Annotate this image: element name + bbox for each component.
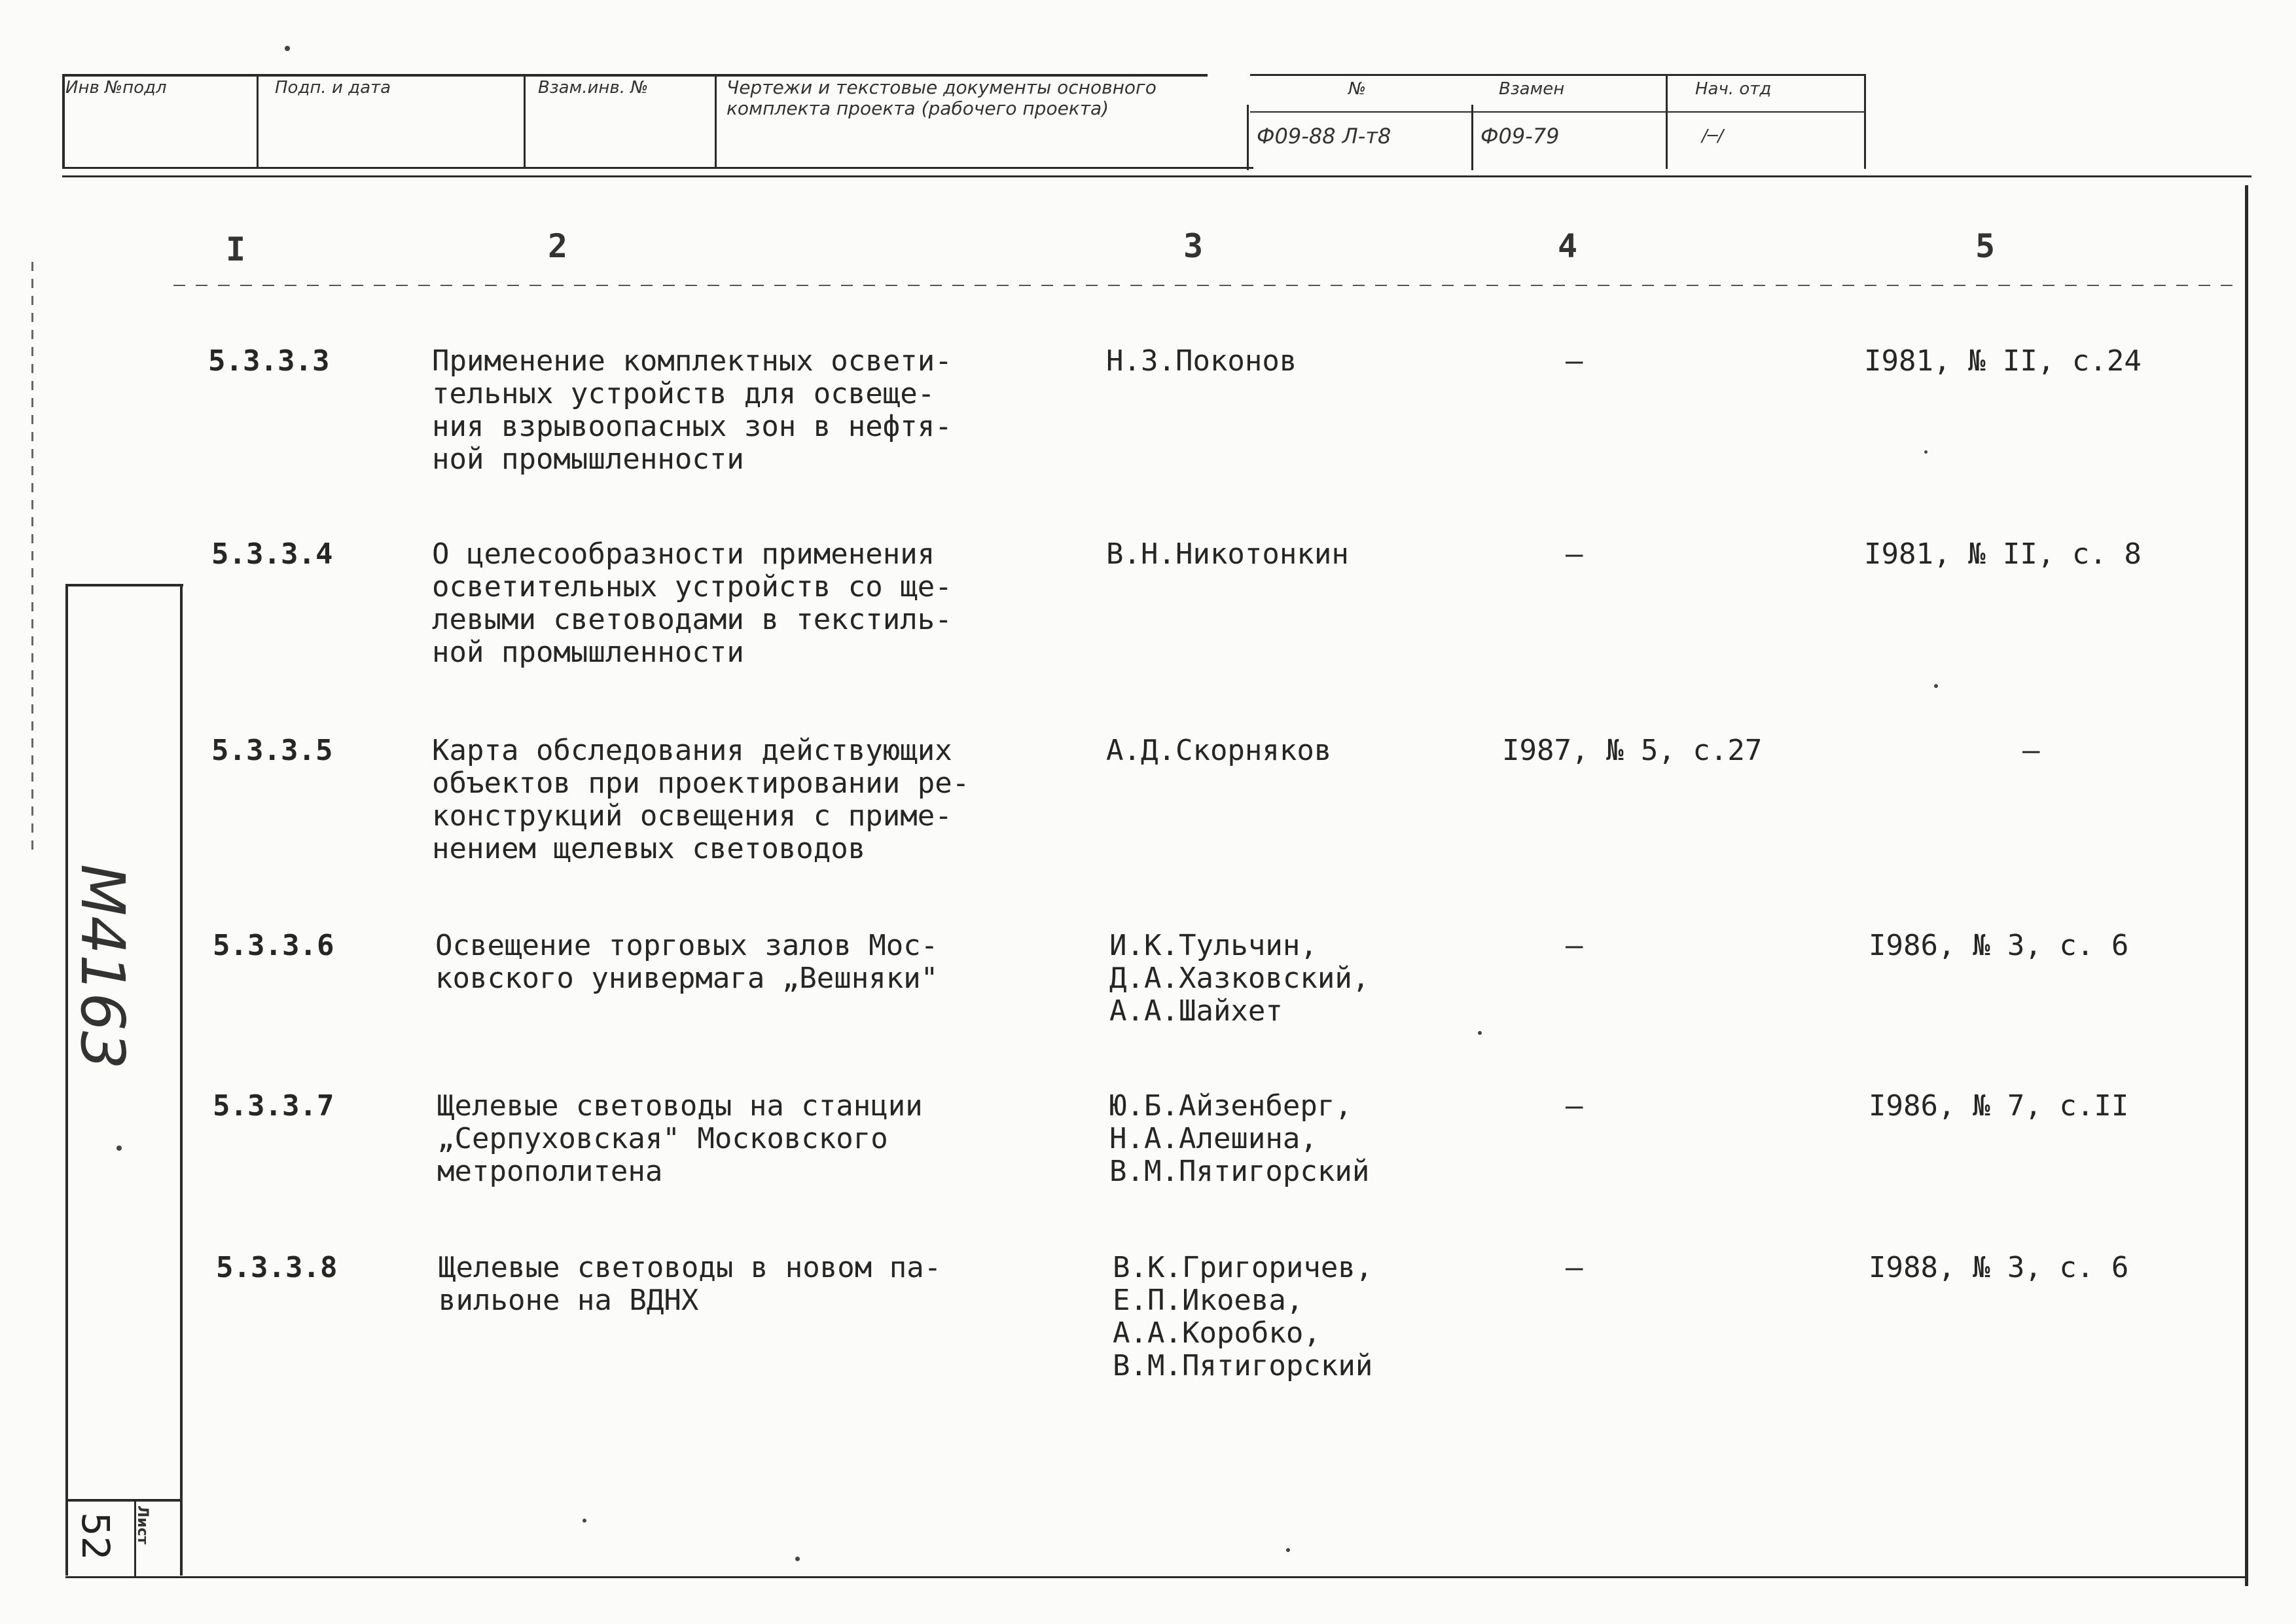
row-id: 5.3.3.3 (208, 344, 330, 378)
stamp-description: Чертежи и текстовые документы основного комплекта проекта (рабочего проекта) (726, 77, 1157, 119)
row-id: 5.3.3.6 (213, 929, 334, 962)
stamp-no-label: № (1348, 79, 1367, 99)
row-id: 5.3.3.8 (216, 1251, 338, 1284)
row-column-4: – (1566, 1089, 1583, 1123)
row-column-4: I987, № 5, с.27 (1502, 734, 1763, 767)
stamp-sign-label: Подп. и дата (275, 78, 391, 98)
row-authors: А.Д.Скорняков (1106, 734, 1332, 767)
column-number-4: 4 (1558, 227, 1578, 265)
row-id: 5.3.3.4 (211, 537, 333, 571)
stamp-replaced-form: Ф09-79 (1480, 124, 1560, 149)
stamp-head-signature: /─/ (1702, 126, 1724, 146)
row-column-4: – (1566, 344, 1583, 378)
inventory-number: M4163 (67, 864, 137, 1070)
row-column-4: – (1566, 929, 1583, 962)
column-number-2: 2 (548, 227, 568, 265)
row-title: Освещение торговых залов Мос- ковского универмага „Вешняки" (435, 929, 939, 995)
row-title: Применение комплектных освети- тельных устройств для освеще- ния взрывоопасных зон в нефтя- ной промышленности (432, 344, 952, 476)
row-id: 5.3.3.7 (213, 1089, 334, 1123)
row-authors: Ю.Б.Айзенберг, Н.А.Алешина, В.М.Пятигорский (1109, 1089, 1370, 1188)
row-authors: И.К.Тульчин, Д.А.Хазковский, А.А.Шайхет (1109, 929, 1370, 1028)
stamp-replaced-label: Взамен (1499, 79, 1565, 99)
row-column-5: I986, № 3, с. 6 (1869, 929, 2129, 962)
stamp-replace-label: Взам.инв. № (538, 78, 649, 98)
side-faded-writing (31, 262, 33, 851)
stamp-inv-label: Инв №подл (65, 78, 167, 98)
row-title: Карта обследования действующих объектов при проектировании ре- конструкций освещения с приме- нением щелевых световодов (432, 734, 970, 865)
row-title: О целесообразности применения осветительных устройств со ще- левыми световодами в текстиль- ной промышленности (432, 537, 952, 669)
row-title: Щелевые световоды в новом па- вильоне на ВДНХ (439, 1251, 942, 1317)
sheet-label: Лист (134, 1506, 151, 1545)
row-id: 5.3.3.5 (211, 734, 333, 767)
column-number-3: 3 (1183, 227, 1204, 265)
row-column-5: I981, № II, с. 8 (1864, 537, 2142, 571)
row-authors: Н.З.Поконов (1106, 344, 1297, 378)
row-column-5: I981, № II, с.24 (1864, 344, 2142, 378)
row-column-5: I988, № 3, с. 6 (1869, 1251, 2129, 1284)
row-column-4: – (1566, 1251, 1583, 1284)
row-title: Щелевые световоды на станции „Серпуховская" Московского метрополитена (437, 1089, 923, 1188)
row-column-5: – (2022, 734, 2040, 767)
stamp-form-number: Ф09-88 Л-т8 (1257, 124, 1391, 149)
sheet-number: 52 (73, 1512, 118, 1561)
column-number-5: 5 (1975, 227, 1996, 265)
column-number-1: I (226, 230, 246, 268)
row-authors: В.Н.Никотонкин (1106, 537, 1349, 571)
row-column-5: I986, № 7, с.II (1869, 1089, 2129, 1123)
row-authors: В.К.Григоричев, Е.П.Икоева, А.А.Коробко, В.М.Пятигорский (1113, 1251, 1373, 1382)
stamp-head-label: Нач. отд (1695, 79, 1772, 99)
row-column-4: – (1566, 537, 1583, 571)
